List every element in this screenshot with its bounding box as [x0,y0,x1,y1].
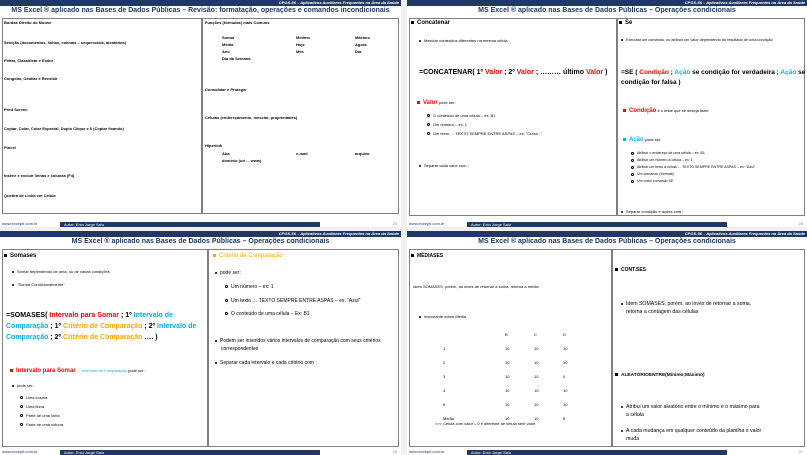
acao-item [631,172,674,177]
separator-note [419,163,469,168]
table-cell: 8 [563,416,566,421]
contses-desc-text: Idem SOMASES, porém, ao invés de retornar a soma, [626,301,752,307]
table-cell: 5 [443,402,446,407]
intervalo-label: Intervalo para Somar [16,368,76,374]
bullet-icon [427,123,430,126]
contses-desc-cont: retorna a contagem das células [626,309,699,315]
footer [0,221,401,227]
somases-item [12,269,110,274]
note-2-text: Separar cada intervalo e cada critério com ; [220,360,317,366]
criterio-item [225,283,274,291]
intervalo-suffix: pode ser: [126,368,145,373]
slide-header-bar [407,231,807,237]
somases-heading-text: Somases [10,253,37,259]
bullet-icon [615,373,618,376]
footer-site: www.excepti.com.br [409,221,445,226]
concat-heading [411,19,450,27]
page-number: 23 [392,221,397,226]
footer-site: www.excepti.com.br [2,449,38,454]
criterio-item-text: Um número – ex: 1 [231,284,274,290]
bullet-icon [215,340,217,342]
bullet-icon [615,268,618,271]
footer-author: Autor: Enio Jorge Salu [64,222,105,227]
intervalo-item-text: Parte de uma linha [26,413,60,418]
concat-desc [419,38,508,43]
acao-item-text: Atribuir um número à célula – ex: 1 [637,158,693,162]
acao-suffix: pode ser: [643,137,662,142]
condicao-label: Condição [629,108,657,114]
slide-23 [0,0,401,227]
bullet-icon [621,303,623,305]
menu-item: Quebra de Linha em Célula [4,193,56,198]
func-cell: Dia da Semana [222,56,251,61]
intervalo-item-text: Uma linha [26,404,45,409]
formula-part: Condição [639,69,669,76]
table-cell: 10 [505,360,510,365]
page-number: 26 [392,449,397,454]
acao-label: Ação [629,137,644,143]
somases-item-text: Somar dependendo de uma, ou de várias condições [17,269,110,274]
acao-item [631,151,705,156]
bullet-icon [20,405,23,408]
somases-formula-line2 [6,322,196,331]
concat-desc-text: Mesclar conteúdos diferentes na mesma célula [424,38,508,43]
hip-cell: domínio (url ... www) [222,158,262,163]
importante-text: Importante sobre Média [424,314,467,319]
bullet-icon [10,369,13,372]
criterio-label: Critério de Comparação [219,253,283,259]
pode-ser [12,383,34,388]
valor-item-text: Um texto … TEXTO SEMPRE ENTRE ASPAS – ex: "Curso : " [433,131,543,136]
table-cell: 2 [443,360,446,365]
acao-item-text: Atribuir um texto à célula … TEXTO SEMPRE ENTRE ASPAS – ex: "Azul" [637,165,756,169]
condicao-heading [623,107,709,115]
intervalo-item [20,404,44,409]
slide-27 [407,231,807,455]
intervalo-mid: … [75,368,82,373]
bullet-icon [631,180,634,183]
valor-item-text: O conteúdo de uma célula – ex: B1 [433,113,496,118]
table-header-cell: B [505,332,508,337]
se-formula [621,68,805,77]
formula-part: ; 2º [48,334,64,341]
valor-heading [417,99,455,107]
bullet-icon [631,152,634,155]
pode-ser-text: pode ser: [220,270,241,276]
importante-label [419,314,466,319]
formula-part: se [796,69,806,76]
footer-site: www.excepti.com.br [409,449,445,454]
bullet-icon [619,21,622,24]
hiperlink-label: Hiperlink [205,143,223,148]
formula-part: ) [603,69,608,76]
formula-part: ; 1º [48,323,64,330]
menu-item: Copiar, Colar, Colar Especial, Duplo Clique e $ (Copiar fixando) [4,126,124,131]
menu-item: Bordas Direito do Mouse [4,20,52,25]
func-cell: Ano [222,49,230,54]
note-1 [215,337,381,345]
formula-part: Valor [485,69,503,76]
bullet-icon [411,21,414,24]
menu-item: Pincel [4,145,16,150]
intervalo-item-text: Parte de uma coluna [26,422,63,427]
concat-heading-text: Concatenar [417,20,451,26]
se-heading-text: Se [625,20,633,26]
table-cell: 10 [563,402,568,407]
valor-item [427,122,467,127]
aleatorio-desc-1 [621,404,760,411]
formula-part: Ação [780,69,797,76]
bullet-icon [621,211,623,213]
acao-item-text: Um comando (fórmula) [637,172,674,176]
bullet-icon [225,285,228,288]
valor-item-text: Um número – ex: 1 [433,122,468,127]
acao-item [631,165,755,170]
table-cell: 4 [443,388,446,393]
table-cell: 10 [563,346,568,351]
aleatorio-heading [615,373,705,378]
table-cell: 10 [505,416,510,421]
table-cell: 10 [534,388,539,393]
bullet-icon [623,109,626,112]
slide-title: MS Excel ® aplicado nas Bases de Dados Públicas – Operações condicionais [478,238,736,245]
left-panel [2,18,202,214]
somases-item [12,282,65,287]
bullet-icon [419,165,421,167]
aleatorio-desc-1-cont: a célula [626,412,644,418]
hip-cell: e-mail [296,151,308,156]
formula-part: =SOMASES( [6,312,50,319]
criterio-heading [213,252,283,260]
intervalo-item [20,395,47,400]
func-cell: Dia [355,49,362,54]
table-cell: 10 [505,402,510,407]
contses-heading [615,268,646,273]
intervalo-item [20,413,60,418]
footer-author: Autor: Enio Jorge Salu [471,450,512,455]
criterio-item [225,310,310,318]
acao-item-text: Um outro comando SE [637,179,674,183]
se-separator-note [621,209,683,214]
formula-part: ; 2º [142,323,158,330]
right-panel [617,18,805,216]
bullet-icon [621,39,623,41]
menu-item: Inserir e excluir linhas e colunas (F4) [4,173,75,178]
slide-25 [407,0,807,227]
bullet-icon [20,414,23,417]
menu-item: Seleção (documentos, linhas, colunas – sequenciais, aleatórias) [4,40,127,45]
separator-note-text: Separar cada valor com ; [424,163,469,168]
footer [407,449,807,455]
bullet-icon [621,430,623,432]
bullet-icon [631,159,634,162]
bullet-icon [12,284,14,286]
bullet-icon [225,299,228,302]
formula-part: Critério de Comparação [63,334,143,341]
somases-formula-line1 [6,311,173,320]
bullet-icon [225,312,228,315]
formula-part: Intervalo de [133,312,173,319]
valor-item [427,131,543,136]
contses-heading-text: CONT.SES [621,267,647,273]
footer-author: Autor: Enio Jorge Salu [64,450,105,455]
intervalo-comparacao: Intervalo de Comparação [81,368,127,373]
formula-part: se condição for verdadeira ; [690,69,781,76]
formula-part: ; ……… último [533,69,586,76]
table-cell: 3 [443,374,446,379]
bullet-icon [4,254,7,257]
bullet-icon [12,385,14,387]
table-cell: 10 [534,374,539,379]
page-number: 25 [798,221,803,226]
formula-part: Comparação [6,323,49,330]
bullet-icon [417,101,420,104]
footer [0,449,401,455]
hip-cell: arquivo [355,151,370,156]
table-cell: 1 [443,346,446,351]
hip-cell: Aba [222,151,230,156]
left-panel [409,249,612,447]
slide-26 [0,231,401,455]
note-1-cont: correspondentes [221,346,259,352]
table-cell: 10 [534,416,539,421]
functions-heading: Funções (fórmulas) mais Comuns [205,20,270,25]
menu-item: Print Screen [4,107,28,112]
footer [407,221,807,227]
criterio-item-text: Um texto … TEXTO SEMPRE ENTRE ASPAS – ex: "Azul" [231,298,361,304]
intervalo-item [20,422,63,427]
bullet-icon [621,406,623,408]
func-cell: Agora [355,42,367,47]
bullet-icon [215,272,217,274]
func-cell: Mês [296,49,304,54]
valor-suffix: pode ser: [437,100,456,105]
table-cell: 10 [505,346,510,351]
menu-item: Congelar, Ocultar e Reexibir [4,76,58,81]
table-cell: 10 [534,360,539,365]
aleatorio-desc-2 [621,428,761,435]
acao-item-text: Atribuir o endereço de uma célula – ex: B1 [637,151,705,155]
slide-title: MS Excel ® aplicado nas Bases de Dados Públicas – Revisão: formatação, operações e comandos incondicionais [11,7,390,14]
formula-part: Ação [674,69,691,76]
footer-author: Autor: Enio Jorge Salu [471,222,512,227]
formula-part: …. ) [142,334,158,341]
contses-desc [621,301,751,308]
note-1-text: Podem ser inseridos vários intervalos de comparação com seus critérios [220,338,381,344]
header-text: CPGS-56 – Aplicativos Auxiliares Frequentes na Área da Saúde [278,231,399,236]
table-cell: 10 [505,374,510,379]
formula-part: =SE ( [621,69,640,76]
aleatorio-desc-2-text: A cada mudança em qualquer conteúdo da planilha o valor [626,428,762,434]
table-cell: 10 [505,388,510,393]
intervalo-heading [10,367,145,375]
se-formula-line2: condição for falsa ) [621,79,681,86]
se-desc [621,38,773,43]
slide-header-bar [0,231,401,237]
condicao-desc: é o teste que se deseja fazer [656,108,709,113]
slide-title: MS Excel ® aplicado nas Bases de Dados Públicas – Operações condicionais [478,7,736,14]
header-text: CPGS-56 – Aplicativos Auxiliares Frequentes na Área da Saúde [684,0,805,5]
formula-part: ; 2º [502,69,517,76]
concat-formula [419,68,607,77]
consolidar-label: Consolidar e Proteger [205,87,247,92]
somases-item-text: "Somar Condicionalmente" [17,282,65,287]
celulas-label: Células (endereçamento, mesclar, propriedades) [205,115,298,120]
valor-item [427,113,495,118]
bullet-icon [631,173,634,176]
intervalo-item-text: Uma coluna [26,395,48,400]
footer-site: www.excepti.com.br [2,221,38,226]
formula-part: Valor [516,69,534,76]
bullet-icon [213,254,216,257]
se-desc-text: Executar um comando, ou atribuir um valor dependendo do resultado de uma condição [626,38,773,42]
bullet-icon [419,40,421,42]
bullet-icon [623,138,626,141]
table-cell: 10 [563,388,568,393]
formula-part: =CONCATENAR( 1º [419,69,486,76]
formula-part: ; [668,69,675,76]
aleatorio-desc-1-text: Atribui um valor aleatório entre o mínimo e o máximo para [626,404,760,410]
valor-label: Valor [423,100,438,106]
func-cell: Mínimo [296,35,310,40]
aleatorio-desc-2-cont: muda [626,436,639,442]
criterio-item [225,297,360,305]
table-header-cell: D [563,332,566,337]
table-cell: 10 [534,402,539,407]
bullet-icon [20,423,23,426]
func-cell: Média [222,42,234,47]
acao-heading [623,136,661,144]
pode-ser-text: pode ser: [17,383,34,388]
pode-ser-right [215,269,241,277]
se-heading [619,19,632,27]
func-cell: Somar [222,35,235,40]
table-cell: 0 [563,374,566,379]
formula-part: Critério de Comparação [63,323,143,330]
func-cell: Hoje [296,42,305,47]
acao-item [631,179,673,184]
bullet-icon [215,362,217,364]
formula-part: Comparação [6,334,49,341]
table-cell: Média [443,416,454,421]
se-separator-text: Separar condição e ações com ; [626,209,684,214]
aleatorio-heading-text: ALEATÓRIOENTRE(Mínimo;Máximo) [621,373,705,378]
medias-heading-text: MÉDIASES [417,253,444,259]
table-header-cell: C [534,332,537,337]
menu-item: Filtrar, Classificar e Exibir [4,58,54,63]
bullet-icon [427,132,430,135]
acao-item [631,158,693,163]
func-cell: Máximo [355,35,370,40]
medias-heading [411,254,443,259]
bullet-icon [631,166,634,169]
somases-formula-line3 [6,333,158,342]
bullet-icon [427,114,430,117]
bullet-icon [411,254,414,257]
medias-desc: Idem SOMASES, porém, ao invés de retornar a soma, retorna a média [413,284,539,289]
somases-heading [4,252,36,260]
bullet-icon [12,271,14,273]
table-cell: 10 [563,360,568,365]
header-text: CPGS-56 – Aplicativos Auxiliares Frequentes na Área da Saúde [278,0,399,5]
formula-part: ; 1º [119,312,134,319]
header-text: CPGS-56 – Aplicativos Auxiliares Frequentes na Área da Saúde [684,231,805,236]
formula-part: Intervalo de [157,323,197,330]
slide-header-bar [0,0,401,6]
bullet-icon [20,396,23,399]
table-cell: 10 [534,346,539,351]
criterio-item-text: O conteúdo de uma célula – Ex: B1 [231,311,310,317]
media-note: >>> Célula com valor – 0 é diferente de célula sem valor [435,421,536,426]
formula-part: Valor [586,69,604,76]
slide-header-bar [407,0,807,6]
note-2 [215,359,317,367]
page-number: 27 [798,449,803,454]
slide-title: MS Excel ® aplicado nas Bases de Dados Públicas – Operações condicionais [71,238,330,245]
formula-part: Intervalo para Somar [49,312,120,319]
bullet-icon [419,316,421,318]
